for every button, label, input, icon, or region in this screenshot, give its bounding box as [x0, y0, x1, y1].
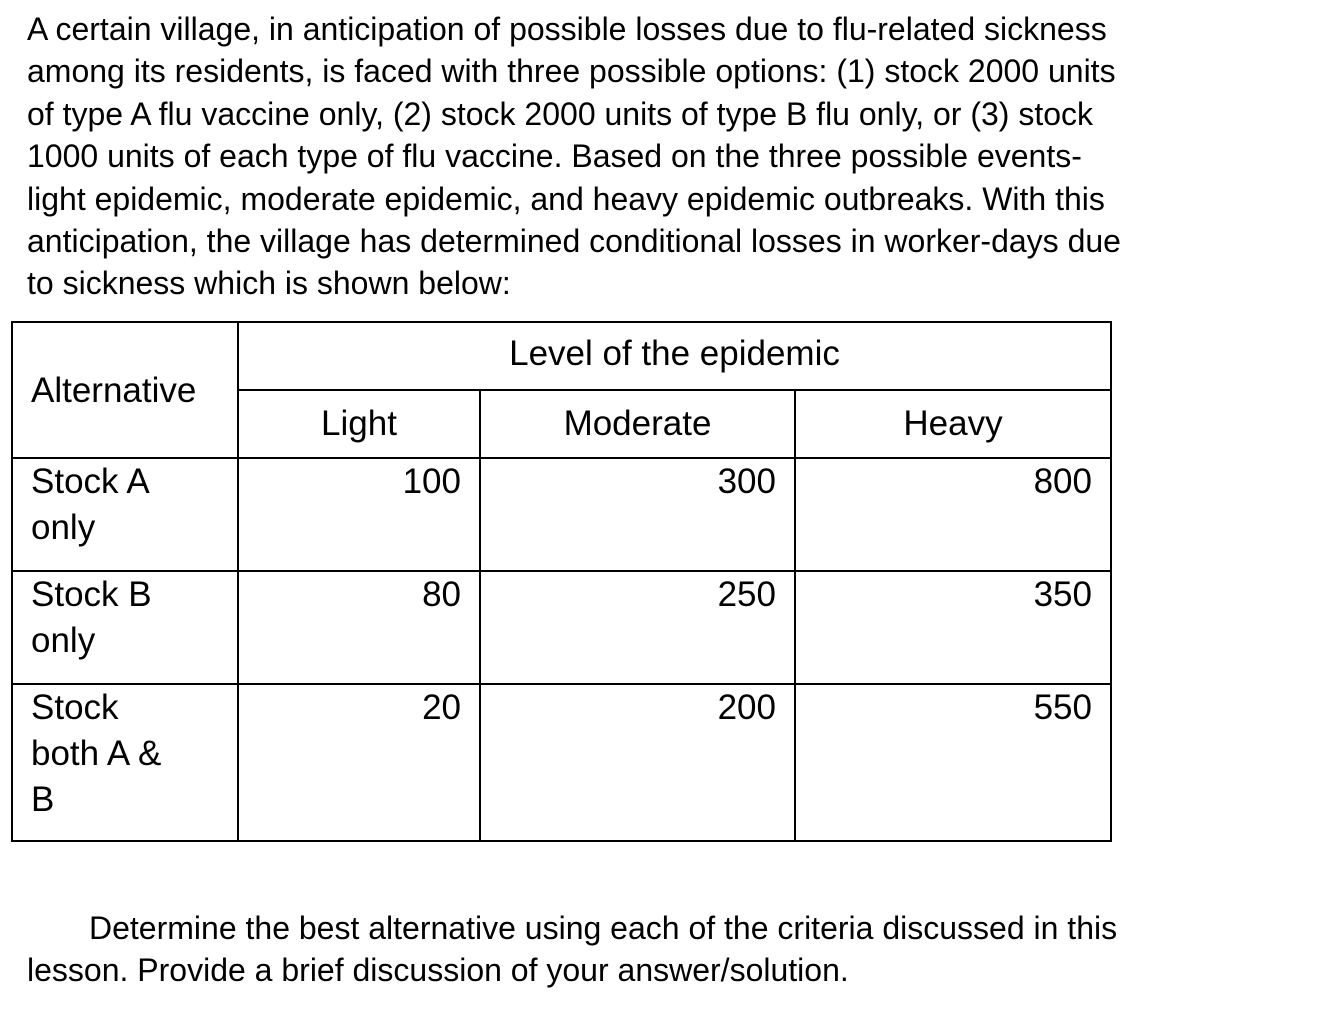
problem-statement-line: light epidemic, moderate epidemic, and heavy epidemic outbreaks. With this [27, 180, 1105, 217]
row-label-line: B [31, 780, 55, 819]
problem-statement [27, 8, 1317, 305]
column-header-moderate: Moderate [480, 390, 795, 458]
alternative-header-cell [12, 322, 238, 458]
problem-statement-line: anticipation, the village has determined conditional losses in worker-days due [27, 223, 1121, 260]
cell-value [238, 571, 480, 684]
row-label-line: Stock A [31, 462, 150, 501]
row-label-line: both A & [31, 734, 162, 773]
cell-value [238, 458, 480, 571]
alternative-header: Alternative [31, 371, 197, 410]
row-label-line: Stock B [31, 575, 152, 614]
cell-value [795, 571, 1111, 684]
column-header-heavy: Heavy [795, 390, 1111, 458]
task-instructions [27, 907, 1317, 992]
task-instructions-line: Determine the best alternative using each of the criteria discussed in this [89, 910, 1118, 946]
conditional-loss-table [11, 321, 1112, 842]
problem-statement-line: among its residents, is faced with three possible options: (1) stock 2000 units [27, 53, 1116, 90]
problem-statement-line: of type A flu vaccine only, (2) stock 2000 units of type B flu only, or (3) stock [27, 95, 1093, 132]
level-header: Level of the epidemic [509, 334, 840, 373]
cell-value-text: 80 [422, 575, 461, 614]
table-row [12, 684, 1111, 841]
cell-value-text: 20 [422, 688, 461, 727]
row-label-line: only [31, 621, 96, 660]
cell-value [480, 458, 795, 571]
row-label-stock-a [12, 458, 238, 571]
cell-value [480, 571, 795, 684]
cell-value-text: 250 [717, 575, 776, 614]
level-header-cell [238, 322, 1111, 390]
column-header-light: Light [238, 390, 480, 458]
row-label-stock-both [12, 684, 238, 841]
cell-value-text: 200 [717, 688, 776, 727]
problem-statement-line: to sickness which is shown below: [27, 265, 511, 302]
cell-value [238, 684, 480, 841]
cell-value-text: 550 [1033, 688, 1092, 727]
table-row [12, 571, 1111, 684]
problem-statement-line: 1000 units of each type of flu vaccine. Based on the three possible events- [27, 138, 1082, 175]
cell-value-text: 800 [1033, 462, 1092, 501]
cell-value [480, 684, 795, 841]
row-label-line: only [31, 508, 96, 547]
cell-value-text: 350 [1033, 575, 1092, 614]
cell-value-text: 300 [717, 462, 776, 501]
cell-value-text: 100 [402, 462, 461, 501]
table-row [12, 458, 1111, 571]
row-label-stock-b [12, 571, 238, 684]
row-label-line: Stock [31, 688, 119, 727]
cell-value [795, 458, 1111, 571]
problem-statement-line: A certain village, in anticipation of possible losses due to flu-related sickness [27, 11, 1107, 47]
cell-value [795, 684, 1111, 841]
task-instructions-line: lesson. Provide a brief discussion of your answer/solution. [27, 952, 849, 989]
